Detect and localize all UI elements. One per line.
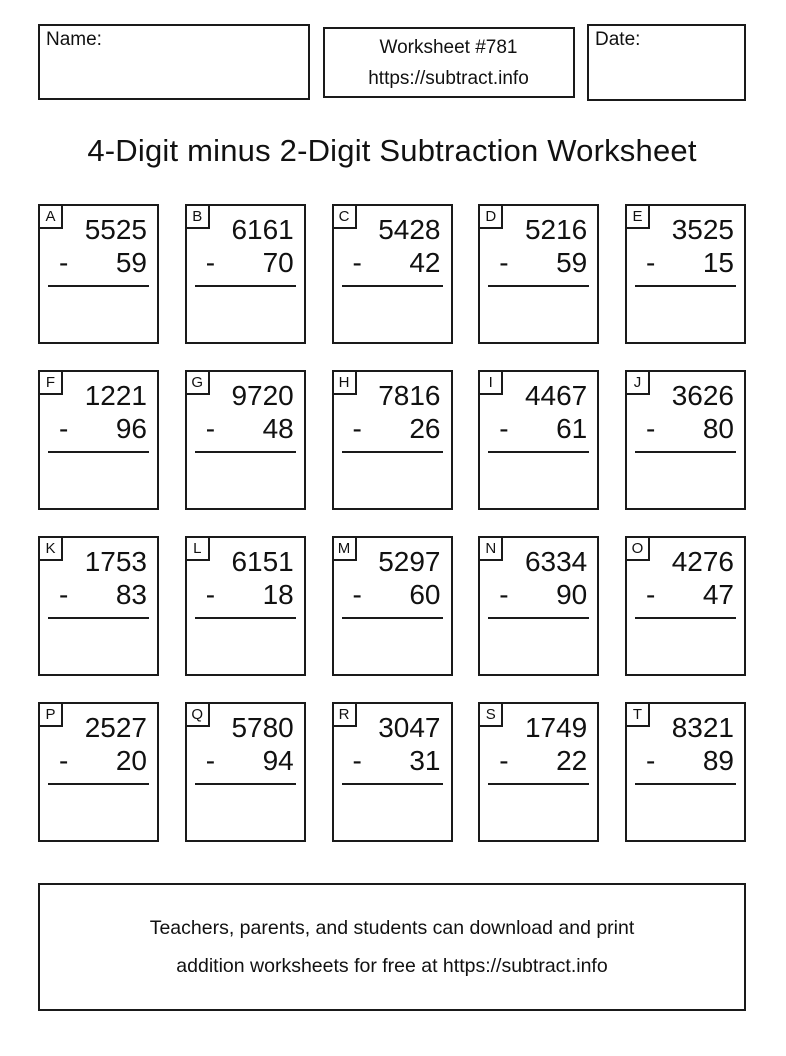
problems-grid: [38, 204, 746, 842]
subtrahend: 59: [115, 247, 147, 278]
minuend: 3525: [671, 214, 734, 245]
minuend: 5216: [524, 214, 588, 245]
answer-space: [627, 453, 744, 508]
minus-sign: -: [646, 579, 656, 610]
problem-label: D: [478, 204, 503, 229]
problem-label: T: [625, 702, 650, 727]
name-label: Name:: [46, 29, 102, 50]
date-field-box: [587, 24, 746, 101]
problem-card: [332, 536, 453, 676]
minuend: 7816: [378, 380, 441, 411]
minuend: 5297: [378, 546, 441, 577]
problem-label: J: [625, 370, 650, 395]
minus-sign: -: [646, 413, 656, 444]
subtrahend: 59: [556, 247, 588, 278]
problem-card: [625, 536, 746, 676]
problem-label: L: [185, 536, 210, 561]
problem-label: F: [38, 370, 63, 395]
answer-space: [334, 287, 451, 342]
header: [38, 24, 746, 101]
minus-sign: -: [205, 247, 216, 278]
answer-space: [480, 619, 597, 674]
footer-line-2: addition worksheets for free at https://subtract.info: [176, 955, 608, 977]
answer-space: [187, 619, 304, 674]
problem-card: [185, 536, 306, 676]
minus-sign: -: [205, 745, 216, 776]
minus-sign: -: [499, 247, 509, 278]
answer-space: [187, 785, 304, 840]
subtrahend: 90: [556, 579, 588, 610]
date-label: Date:: [595, 29, 641, 50]
minuend: 6334: [524, 546, 588, 577]
answer-space: [334, 619, 451, 674]
minus-sign: -: [646, 247, 656, 278]
problem-label: A: [38, 204, 63, 229]
minuend: 5525: [84, 214, 147, 245]
answer-space: [40, 287, 157, 342]
subtrahend: 31: [409, 745, 441, 776]
subtrahend: 96: [115, 413, 147, 444]
problem-label: O: [625, 536, 650, 561]
subtrahend: 70: [262, 247, 294, 278]
problem-card: [38, 702, 159, 842]
page-title: 4-Digit minus 2-Digit Subtraction Worksheet: [87, 133, 697, 168]
problem-card: [478, 370, 599, 510]
problem-card: [332, 702, 453, 842]
problem-card: [332, 204, 453, 344]
minuend: 5428: [378, 214, 441, 245]
problem-card: [185, 204, 306, 344]
minuend: 4276: [671, 546, 734, 577]
problem-card: [478, 204, 599, 344]
minus-sign: -: [352, 413, 362, 444]
problem-label: S: [478, 702, 503, 727]
minuend: 1221: [84, 380, 147, 411]
answer-space: [334, 785, 451, 840]
answer-space: [40, 453, 157, 508]
subtrahend: 80: [702, 413, 734, 444]
footer-line-1: Teachers, parents, and students can download and print: [149, 917, 635, 939]
answer-space: [187, 287, 304, 342]
problem-card: [625, 204, 746, 344]
subtrahend: 83: [115, 579, 147, 610]
worksheet-info-box: [323, 27, 575, 98]
minuend: 6151: [231, 546, 294, 577]
problem-label: E: [625, 204, 650, 229]
problem-card: [478, 536, 599, 676]
problem-label: K: [38, 536, 63, 561]
worksheet-number: Worksheet #781: [379, 36, 518, 58]
subtrahend: 22: [556, 745, 588, 776]
problem-card: [625, 702, 746, 842]
subtrahend: 48: [262, 413, 294, 444]
answer-space: [480, 785, 597, 840]
minuend: 5780: [231, 712, 294, 743]
minuend: 3047: [378, 712, 441, 743]
answer-space: [40, 619, 157, 674]
footer-note-box: [38, 883, 746, 1011]
minuend: 4467: [524, 380, 588, 411]
problem-label: G: [185, 370, 210, 395]
problem-label: P: [38, 702, 63, 727]
answer-space: [627, 287, 744, 342]
problem-card: [625, 370, 746, 510]
subtrahend: 15: [702, 247, 734, 278]
subtrahend: 61: [556, 413, 588, 444]
minuend: 9720: [231, 380, 294, 411]
answer-space: [480, 287, 597, 342]
problem-label: R: [332, 702, 357, 727]
minus-sign: -: [59, 413, 69, 444]
minuend: 8321: [671, 712, 734, 743]
problem-card: [38, 204, 159, 344]
minuend: 2527: [84, 712, 147, 743]
problem-card: [185, 702, 306, 842]
problem-card: [38, 370, 159, 510]
problem-label: N: [478, 536, 503, 561]
minus-sign: -: [352, 247, 362, 278]
subtrahend: 20: [115, 745, 147, 776]
problem-label: M: [332, 536, 357, 561]
minus-sign: -: [59, 745, 69, 776]
subtrahend: 42: [409, 247, 441, 278]
minuend: 6161: [231, 214, 294, 245]
minuend: 1753: [84, 546, 147, 577]
minus-sign: -: [59, 247, 69, 278]
minus-sign: -: [352, 745, 362, 776]
answer-space: [627, 619, 744, 674]
problem-card: [478, 702, 599, 842]
minus-sign: -: [352, 579, 362, 610]
answer-space: [480, 453, 597, 508]
answer-space: [40, 785, 157, 840]
minus-sign: -: [205, 413, 216, 444]
minuend: 3626: [671, 380, 734, 411]
worksheet-url: https://subtract.info: [368, 67, 529, 89]
problem-card: [332, 370, 453, 510]
subtrahend: 60: [409, 579, 441, 610]
subtrahend: 18: [262, 579, 294, 610]
problem-label: I: [478, 370, 503, 395]
minus-sign: -: [499, 413, 509, 444]
subtrahend: 89: [702, 745, 734, 776]
subtrahend: 47: [702, 579, 734, 610]
minus-sign: -: [646, 745, 656, 776]
subtrahend: 94: [262, 745, 294, 776]
problem-label: B: [185, 204, 210, 229]
minus-sign: -: [59, 579, 69, 610]
problem-label: C: [332, 204, 357, 229]
minus-sign: -: [499, 579, 509, 610]
answer-space: [187, 453, 304, 508]
answer-space: [334, 453, 451, 508]
answer-space: [627, 785, 744, 840]
problem-card: [38, 536, 159, 676]
minus-sign: -: [205, 579, 216, 610]
subtrahend: 26: [409, 413, 441, 444]
minus-sign: -: [499, 745, 509, 776]
problem-card: [185, 370, 306, 510]
problem-label: H: [332, 370, 357, 395]
minuend: 1749: [524, 712, 588, 743]
name-field-box: [38, 24, 310, 100]
problem-label: Q: [185, 702, 210, 727]
